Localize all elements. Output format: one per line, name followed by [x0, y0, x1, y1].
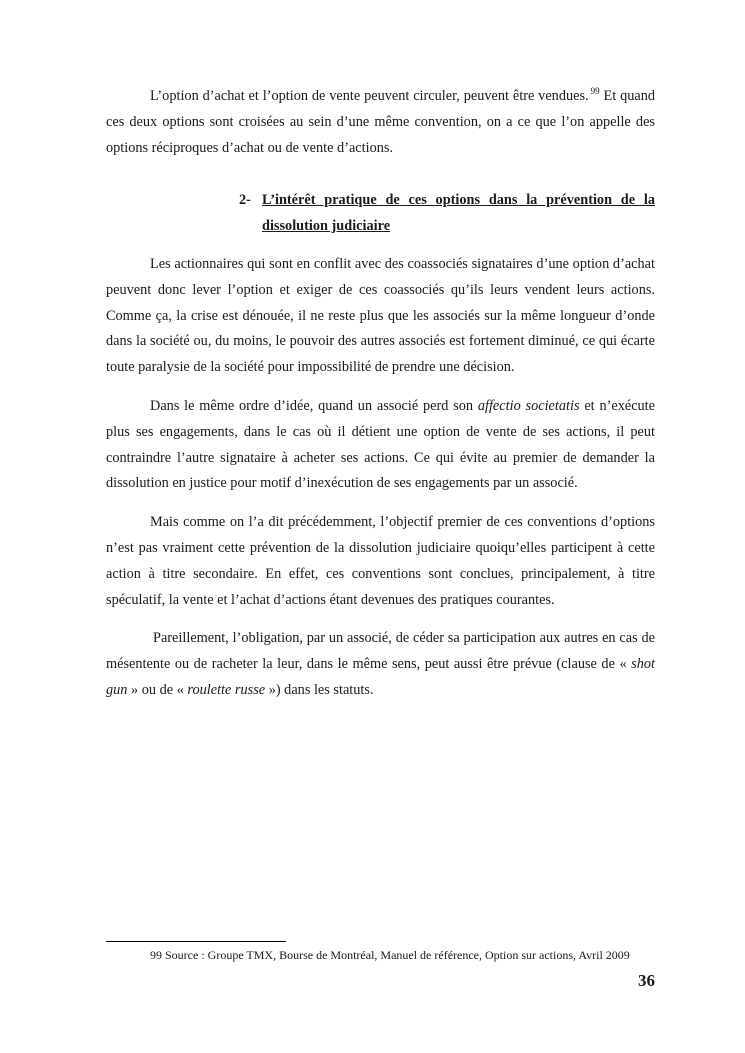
document-body [106, 84, 655, 717]
section-title: L’intérêt pratique de ces options dans la prévention de la dissolution judiciaire [262, 192, 655, 235]
section-number: 2- [239, 192, 251, 209]
paragraph-text: et n’exécute plus ses engagements, dans le cas où il détient une option de vente de ses actions, il peut contraindre l’autre signataire à acheter ses actions. Ce qui évite au premier de demander la dissolution en justice pour motif d’inexécution de ses engagements par un associé. [106, 397, 656, 492]
paragraph-shot-gun-clause [106, 626, 655, 703]
paragraph-text: Dans le même ordre d’idée, quand un associé perd son [150, 397, 478, 414]
page-number: 36 [638, 971, 655, 990]
footnote-reference: 99 [590, 86, 600, 96]
paragraph-text: Pareillement, l’obligation, par un associé, de céder sa participation aux autres en cas de mésentente ou de racheter la leur, dans le même sens, peut aussi être prévue (clause de « [106, 630, 655, 673]
italic-term: shot gun [106, 656, 655, 698]
footnote-separator [106, 941, 286, 942]
paragraph-text: ») dans les statuts. [265, 681, 374, 698]
paragraph-options-circulation [106, 84, 655, 161]
paragraph-text: » ou de « [127, 681, 188, 698]
italic-term: roulette russe [187, 681, 266, 698]
paragraph-conflict-resolution: Les actionnaires qui sont en conflit avec des coassociés signataires d’une option d’achat peuvent donc lever l’option et exiger de ces coassociés qu’ils leurs vendent leurs actions. Comme ça, la crise est dénouée, il ne reste plus que les associés sur la même longueur d’onde dans la société ou, du moins, le pouvoir des autres associés est fortement diminué, ce qui écarte toute paralysie de la société pour impossibilité de prendre une décision. [106, 255, 655, 376]
paragraph-speculative-purpose: Mais comme on l’a dit précédemment, l’objectif premier de ces conventions d’options n’est pas vraiment cette prévention de la dissolution judiciaire quoiqu’elles participent à cette action à titre secondaire. En effet, ces conventions sont conclues, principalement, à titre spéculatif, la vente et l’achat d’actions étant devenues des pratiques courantes. [106, 514, 655, 608]
section-heading [106, 188, 655, 240]
paragraph-text: L’option d’achat et l’option de vente peuvent circuler, peuvent être vendues. [150, 88, 589, 104]
paragraph-affectio-societatis [106, 394, 655, 497]
paragraph-text: Et quand ces deux options sont croisées au sein d’une même convention, on a ce que l’on appelle des options réciproques d’achat ou de vente d’actions. [106, 88, 656, 156]
footnote: 99 Source : Groupe TMX, Bourse de Montréal, Manuel de référence, Option sur actions, Avril 2009 [150, 948, 630, 962]
italic-term: affectio societatis [477, 397, 580, 414]
